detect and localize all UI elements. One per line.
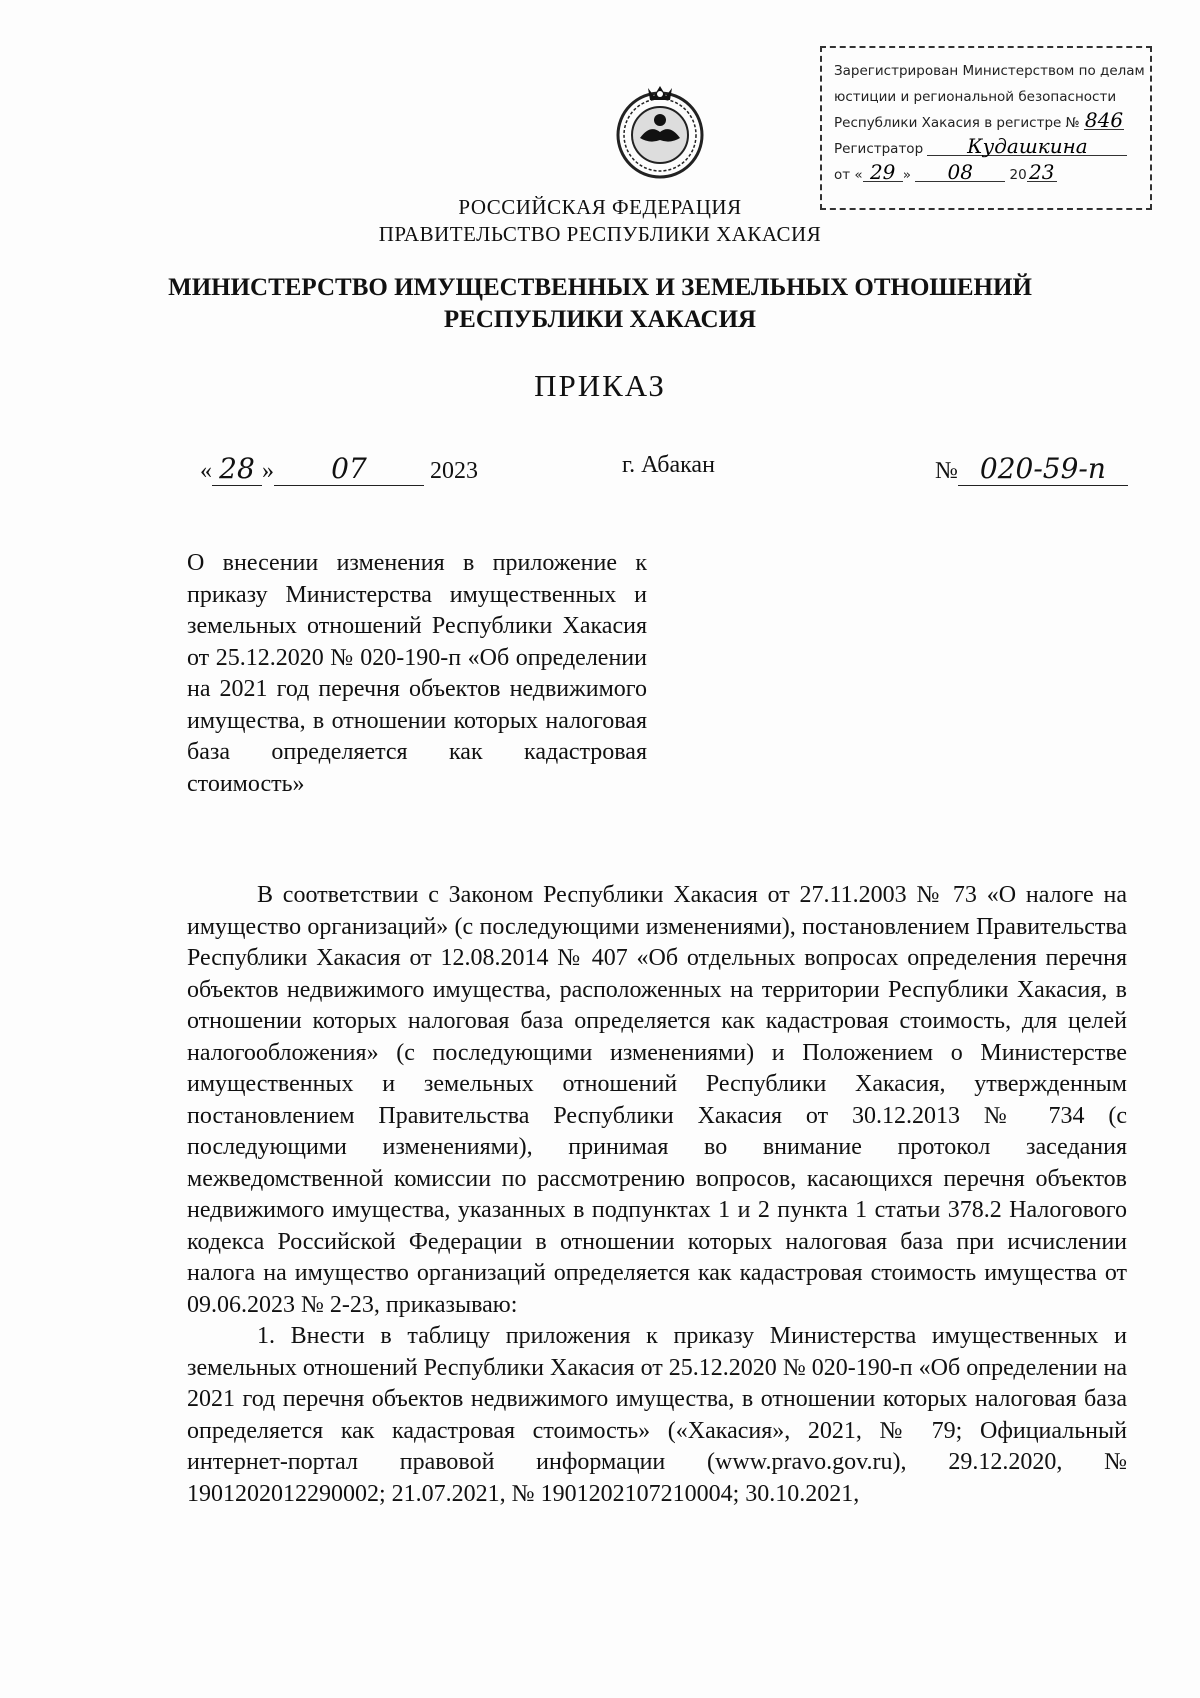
stamp-date-month: 08 [915,163,1005,182]
coat-of-arms-emblem [610,80,710,180]
stamp-date-prefix: от « [834,167,863,183]
stamp-date-line [834,162,1144,188]
stamp-registrar-line [834,136,1144,162]
ministry-title-line-2: РЕСПУБЛИКИ ХАКАСИЯ [443,306,757,333]
order-subject: О внесении изменения в приложение к приказу Министерства имущественных и земельных отношений Республики Хакасия от 25.12.2020 № 020-190-п «Об определении на 2021 год перечня объектов недвижимого имущества, в отношении которых налоговая база определяется как кадастровая стоимость» [187,550,647,797]
order-number [935,452,1128,486]
number-value: 020-59-п [958,452,1128,486]
stamp-line-1: Зарегистрирован Министерством по делам [834,63,1145,79]
stamp-line-2: юстиции и региональной безопасности [834,89,1117,105]
ministry-title-line-1: МИНИСТЕРСТВО ИМУЩЕСТВЕННЫХ И ЗЕМЕЛЬНЫХ ОТНОШЕНИЙ [168,274,1032,301]
order-city: г. Абакан [622,452,715,478]
ministry-title [0,272,1200,336]
stamp-register-label: Республики Хакасия в регистре № [834,115,1080,131]
date-day: 28 [212,452,262,486]
order-body [187,880,1127,1510]
header-government: ПРАВИТЕЛЬСТВО РЕСПУБЛИКИ ХАКАСИЯ [378,222,822,246]
date-year: 2023 [430,458,478,484]
stamp-registrar-label: Регистратор [834,141,924,157]
header-country: РОССИЙСКАЯ ФЕДЕРАЦИЯ [458,195,742,219]
order-date [200,452,478,486]
date-open-quote: « [200,458,212,484]
stamp-date-year-prefix: 20 [1009,167,1027,183]
stamp-line-3 [834,110,1144,136]
number-label: № [935,458,958,484]
date-close-quote: » [262,458,274,484]
body-paragraph-1: В соответствии с Законом Республики Хакасия от 27.11.2003 № 73 «О налоге на имущество организаций» (с последующими изменениями), постановлением Правительства Республики Хакасия от 12.08.2014 № 407 «Об отдельных вопросах определения перечня объектов недвижимого имущества, расположенных на территории Республики Хакасия, в отношении которых налоговая база определяется как кадастровая стоимость, для целей налогообложения» (с последующими изменениями) и Положением о Министерстве имущественных и земельных отношений Республики Хакасия, утвержденным постановлением Правительства Республики Хакасия от 30.12.2013 № 734 (с последующими изменениями), принимая во внимание протокол заседания межведомственной комиссии по рассмотрению вопросов, касающихся перечня объектов недвижимого имущества, указанных в подпунктах 1 и 2 пункта 1 статьи 378.2 Налогового кодекса Российской Федерации в отношении которых налоговая база при исчислении налога на имущество организаций определяется как кадастровая стоимость имущества от 09.06.2023 № 2-23, приказываю: [187,882,1127,1318]
stamp-registrar-signature: Кудашкина [927,137,1127,156]
stamp-date-mid: » [902,167,911,183]
stamp-date-day: 29 [863,163,903,182]
stamp-date-year: 23 [1027,163,1057,182]
document-type: ПРИКАЗ [534,368,666,403]
date-month: 07 [274,452,424,486]
body-paragraph-2: 1. Внести в таблицу приложения к приказу Министерства имущественных и земельных отношений Республики Хакасия от 25.12.2020 № 020-190-п «Об определении на 2021 год перечня объектов недвижимого имущества, в отношении которых налоговая база определяется как кадастровая стоимость» («Хакасия», 2021, № 79; Официальный интернет-портал правовой информации (www.pravo.gov.ru), 29.12.2020, № 1901202012290002; 21.07.2021, № 1901202107210004; 30.10.2021, [187,1323,1127,1507]
registration-stamp [820,46,1152,210]
stamp-register-number: 846 [1084,108,1124,132]
